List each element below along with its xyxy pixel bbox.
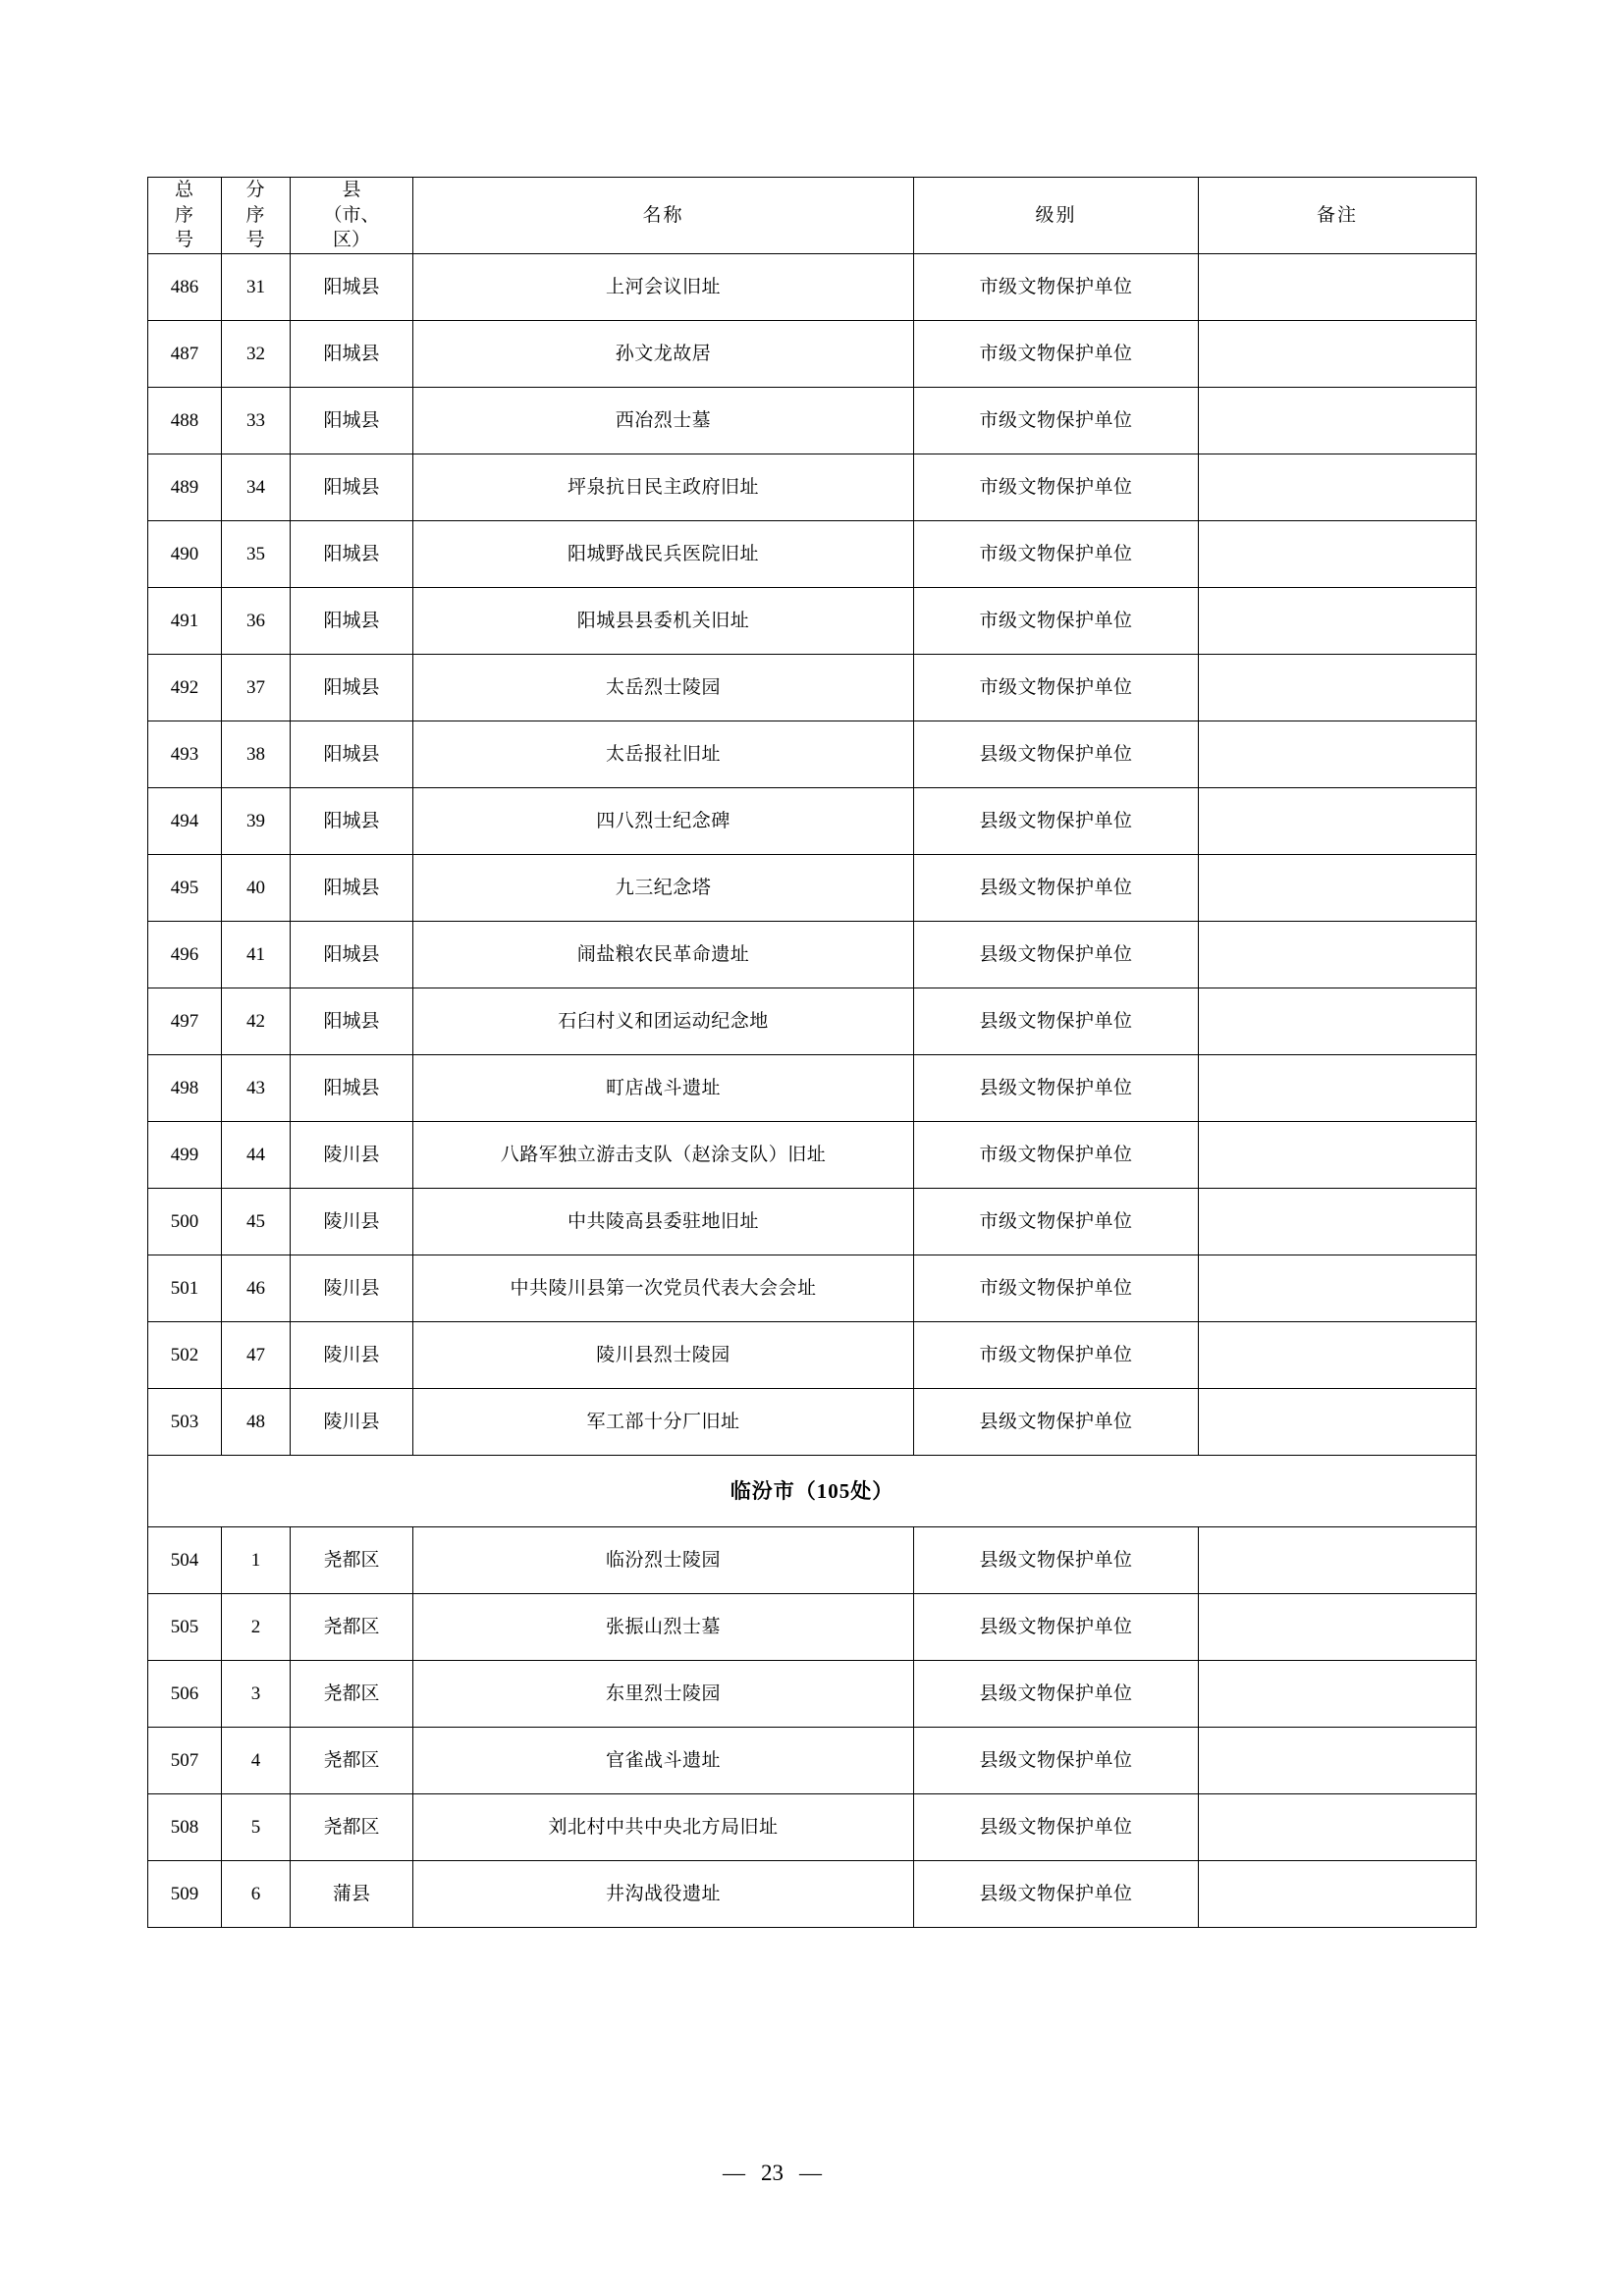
cell-level: 县级文物保护单位 <box>914 1727 1199 1793</box>
cell-sub-no: 36 <box>222 587 291 654</box>
cell-sub-no: 43 <box>222 1054 291 1121</box>
cell-name: 太岳报社旧址 <box>413 721 914 787</box>
cell-sub-no: 47 <box>222 1321 291 1388</box>
cell-total-no: 509 <box>148 1860 222 1927</box>
cell-level: 市级文物保护单位 <box>914 654 1199 721</box>
cell-level: 县级文物保护单位 <box>914 1054 1199 1121</box>
cell-sub-no: 1 <box>222 1526 291 1593</box>
cell-note <box>1199 988 1477 1054</box>
cell-county: 尧都区 <box>291 1660 413 1727</box>
column-header-sub-no <box>222 178 291 254</box>
cell-name: 临汾烈士陵园 <box>413 1526 914 1593</box>
table-row <box>148 1526 1477 1593</box>
cell-note <box>1199 1793 1477 1860</box>
cell-level: 县级文物保护单位 <box>914 1793 1199 1860</box>
cell-note <box>1199 1526 1477 1593</box>
cell-level: 县级文物保护单位 <box>914 1660 1199 1727</box>
table-row <box>148 1188 1477 1255</box>
cell-note <box>1199 721 1477 787</box>
column-header-county <box>291 178 413 254</box>
cell-county: 陵川县 <box>291 1321 413 1388</box>
cell-total-no: 491 <box>148 587 222 654</box>
cell-sub-no: 6 <box>222 1860 291 1927</box>
table-row <box>148 1054 1477 1121</box>
cell-total-no: 486 <box>148 253 222 320</box>
cell-sub-no: 40 <box>222 854 291 921</box>
cell-county: 阳城县 <box>291 787 413 854</box>
header-line-1: 县 <box>342 180 361 200</box>
cell-total-no: 494 <box>148 787 222 854</box>
cell-county: 阳城县 <box>291 1054 413 1121</box>
cell-name: 西冶烈士墓 <box>413 387 914 454</box>
header-line-2: （市、 <box>323 204 380 226</box>
cell-name: 石臼村义和团运动纪念地 <box>413 988 914 1054</box>
cell-name: 中共陵高县委驻地旧址 <box>413 1188 914 1255</box>
table-body <box>148 253 1477 1927</box>
cell-name: 官雀战斗遗址 <box>413 1727 914 1793</box>
cell-level: 市级文物保护单位 <box>914 1255 1199 1321</box>
cell-name: 井沟战役遗址 <box>413 1860 914 1927</box>
cell-county: 阳城县 <box>291 520 413 587</box>
cell-name: 町店战斗遗址 <box>413 1054 914 1121</box>
cell-level: 市级文物保护单位 <box>914 587 1199 654</box>
cell-sub-no: 37 <box>222 654 291 721</box>
cell-level: 县级文物保护单位 <box>914 721 1199 787</box>
cell-total-no: 489 <box>148 454 222 520</box>
cell-level: 县级文物保护单位 <box>914 1860 1199 1927</box>
cell-county: 阳城县 <box>291 854 413 921</box>
cell-sub-no: 34 <box>222 454 291 520</box>
table-row <box>148 1860 1477 1927</box>
cell-county: 阳城县 <box>291 721 413 787</box>
cell-note <box>1199 1121 1477 1188</box>
cell-level: 市级文物保护单位 <box>914 320 1199 387</box>
cell-note <box>1199 1188 1477 1255</box>
cell-note <box>1199 587 1477 654</box>
table-row <box>148 1660 1477 1727</box>
cell-total-no: 506 <box>148 1660 222 1727</box>
table-header <box>148 178 1477 254</box>
cell-level: 市级文物保护单位 <box>914 1188 1199 1255</box>
cell-name: 八路军独立游击支队（赵涂支队）旧址 <box>413 1121 914 1188</box>
cell-county: 阳城县 <box>291 454 413 520</box>
table-row <box>148 320 1477 387</box>
cell-total-no: 498 <box>148 1054 222 1121</box>
cell-note <box>1199 1860 1477 1927</box>
header-line-3: 区） <box>332 230 370 251</box>
cell-county: 陵川县 <box>291 1121 413 1188</box>
cell-sub-no: 3 <box>222 1660 291 1727</box>
cell-note <box>1199 253 1477 320</box>
table-row <box>148 1793 1477 1860</box>
cell-level: 市级文物保护单位 <box>914 1121 1199 1188</box>
cell-level: 市级文物保护单位 <box>914 454 1199 520</box>
cell-sub-no: 44 <box>222 1121 291 1188</box>
cell-level: 市级文物保护单位 <box>914 253 1199 320</box>
cell-county: 阳城县 <box>291 921 413 988</box>
cell-note <box>1199 1727 1477 1793</box>
cell-sub-no: 39 <box>222 787 291 854</box>
table-row <box>148 587 1477 654</box>
table-row <box>148 1388 1477 1455</box>
cell-county: 阳城县 <box>291 988 413 1054</box>
header-char-1: 总 <box>174 180 194 200</box>
cell-name: 坪泉抗日民主政府旧址 <box>413 454 914 520</box>
cell-note <box>1199 454 1477 520</box>
header-row <box>148 178 1477 254</box>
cell-total-no: 501 <box>148 1255 222 1321</box>
cell-sub-no: 45 <box>222 1188 291 1255</box>
cell-name: 刘北村中共中央北方局旧址 <box>413 1793 914 1860</box>
cell-county: 陵川县 <box>291 1388 413 1455</box>
cell-total-no: 488 <box>148 387 222 454</box>
cell-sub-no: 35 <box>222 520 291 587</box>
cell-total-no: 487 <box>148 320 222 387</box>
cell-note <box>1199 1388 1477 1455</box>
cell-name: 阳城县县委机关旧址 <box>413 587 914 654</box>
cell-level: 县级文物保护单位 <box>914 1388 1199 1455</box>
cell-level: 县级文物保护单位 <box>914 787 1199 854</box>
cell-county: 尧都区 <box>291 1593 413 1660</box>
cell-note <box>1199 320 1477 387</box>
section-header-row <box>148 1455 1477 1526</box>
table-row <box>148 721 1477 787</box>
header-char-1: 分 <box>245 180 266 200</box>
cell-name: 东里烈士陵园 <box>413 1660 914 1727</box>
table-row <box>148 654 1477 721</box>
cell-total-no: 502 <box>148 1321 222 1388</box>
cell-county: 阳城县 <box>291 320 413 387</box>
table-row <box>148 921 1477 988</box>
cell-name: 阳城野战民兵医院旧址 <box>413 520 914 587</box>
cell-sub-no: 42 <box>222 988 291 1054</box>
table-row <box>148 1321 1477 1388</box>
cell-total-no: 492 <box>148 654 222 721</box>
cell-note <box>1199 1593 1477 1660</box>
page-footer <box>0 2161 1623 2186</box>
cell-total-no: 496 <box>148 921 222 988</box>
cell-county: 阳城县 <box>291 654 413 721</box>
cell-level: 县级文物保护单位 <box>914 1593 1199 1660</box>
cell-level: 县级文物保护单位 <box>914 854 1199 921</box>
footer-dash-left: — <box>723 2161 745 2185</box>
cell-sub-no: 31 <box>222 253 291 320</box>
cell-county: 陵川县 <box>291 1255 413 1321</box>
cell-county: 阳城县 <box>291 253 413 320</box>
cell-sub-no: 41 <box>222 921 291 988</box>
table-row <box>148 988 1477 1054</box>
table-row <box>148 1727 1477 1793</box>
footer-dash-right: — <box>799 2161 822 2185</box>
table-row <box>148 1593 1477 1660</box>
cell-county: 蒲县 <box>291 1860 413 1927</box>
cell-note <box>1199 1054 1477 1121</box>
header-char-2: 序 <box>245 204 266 226</box>
header-char-3: 号 <box>245 230 266 251</box>
cell-total-no: 505 <box>148 1593 222 1660</box>
cell-name: 军工部十分厂旧址 <box>413 1388 914 1455</box>
cell-sub-no: 38 <box>222 721 291 787</box>
cell-sub-no: 2 <box>222 1593 291 1660</box>
cell-note <box>1199 787 1477 854</box>
cell-total-no: 503 <box>148 1388 222 1455</box>
heritage-sites-table <box>147 177 1477 1928</box>
cell-total-no: 497 <box>148 988 222 1054</box>
cell-note <box>1199 921 1477 988</box>
cell-level: 县级文物保护单位 <box>914 1526 1199 1593</box>
cell-total-no: 499 <box>148 1121 222 1188</box>
cell-total-no: 490 <box>148 520 222 587</box>
cell-county: 尧都区 <box>291 1727 413 1793</box>
cell-county: 阳城县 <box>291 587 413 654</box>
cell-name: 太岳烈士陵园 <box>413 654 914 721</box>
table-row <box>148 253 1477 320</box>
table-row <box>148 1255 1477 1321</box>
header-char-2: 序 <box>174 204 194 226</box>
cell-total-no: 504 <box>148 1526 222 1593</box>
table-row <box>148 787 1477 854</box>
cell-total-no: 493 <box>148 721 222 787</box>
table-row <box>148 1121 1477 1188</box>
cell-sub-no: 5 <box>222 1793 291 1860</box>
cell-name: 上河会议旧址 <box>413 253 914 320</box>
cell-sub-no: 33 <box>222 387 291 454</box>
table-row <box>148 387 1477 454</box>
table-row <box>148 454 1477 520</box>
cell-level: 县级文物保护单位 <box>914 988 1199 1054</box>
cell-total-no: 508 <box>148 1793 222 1860</box>
cell-level: 市级文物保护单位 <box>914 520 1199 587</box>
cell-note <box>1199 854 1477 921</box>
cell-sub-no: 48 <box>222 1388 291 1455</box>
cell-name: 陵川县烈士陵园 <box>413 1321 914 1388</box>
cell-level: 市级文物保护单位 <box>914 387 1199 454</box>
cell-note <box>1199 1660 1477 1727</box>
table-row <box>148 854 1477 921</box>
cell-note <box>1199 520 1477 587</box>
page-number: 23 <box>761 2161 784 2185</box>
cell-note <box>1199 654 1477 721</box>
cell-level: 县级文物保护单位 <box>914 921 1199 988</box>
cell-county: 阳城县 <box>291 387 413 454</box>
cell-sub-no: 46 <box>222 1255 291 1321</box>
cell-name: 四八烈士纪念碑 <box>413 787 914 854</box>
column-header-note: 备注 <box>1199 178 1477 254</box>
cell-note <box>1199 1255 1477 1321</box>
cell-level: 市级文物保护单位 <box>914 1321 1199 1388</box>
cell-total-no: 507 <box>148 1727 222 1793</box>
column-header-name: 名称 <box>413 178 914 254</box>
cell-county: 尧都区 <box>291 1793 413 1860</box>
table-row <box>148 520 1477 587</box>
header-char-3: 号 <box>174 230 194 251</box>
cell-note <box>1199 387 1477 454</box>
cell-county: 尧都区 <box>291 1526 413 1593</box>
cell-sub-no: 4 <box>222 1727 291 1793</box>
cell-name: 闹盐粮农民革命遗址 <box>413 921 914 988</box>
column-header-total-no <box>148 178 222 254</box>
cell-name: 九三纪念塔 <box>413 854 914 921</box>
cell-total-no: 495 <box>148 854 222 921</box>
cell-county: 陵川县 <box>291 1188 413 1255</box>
cell-sub-no: 32 <box>222 320 291 387</box>
cell-name: 中共陵川县第一次党员代表大会会址 <box>413 1255 914 1321</box>
cell-total-no: 500 <box>148 1188 222 1255</box>
cell-name: 孙文龙故居 <box>413 320 914 387</box>
cell-name: 张振山烈士墓 <box>413 1593 914 1660</box>
section-title: 临汾市（105处） <box>148 1455 1477 1526</box>
column-header-level: 级别 <box>914 178 1199 254</box>
cell-note <box>1199 1321 1477 1388</box>
